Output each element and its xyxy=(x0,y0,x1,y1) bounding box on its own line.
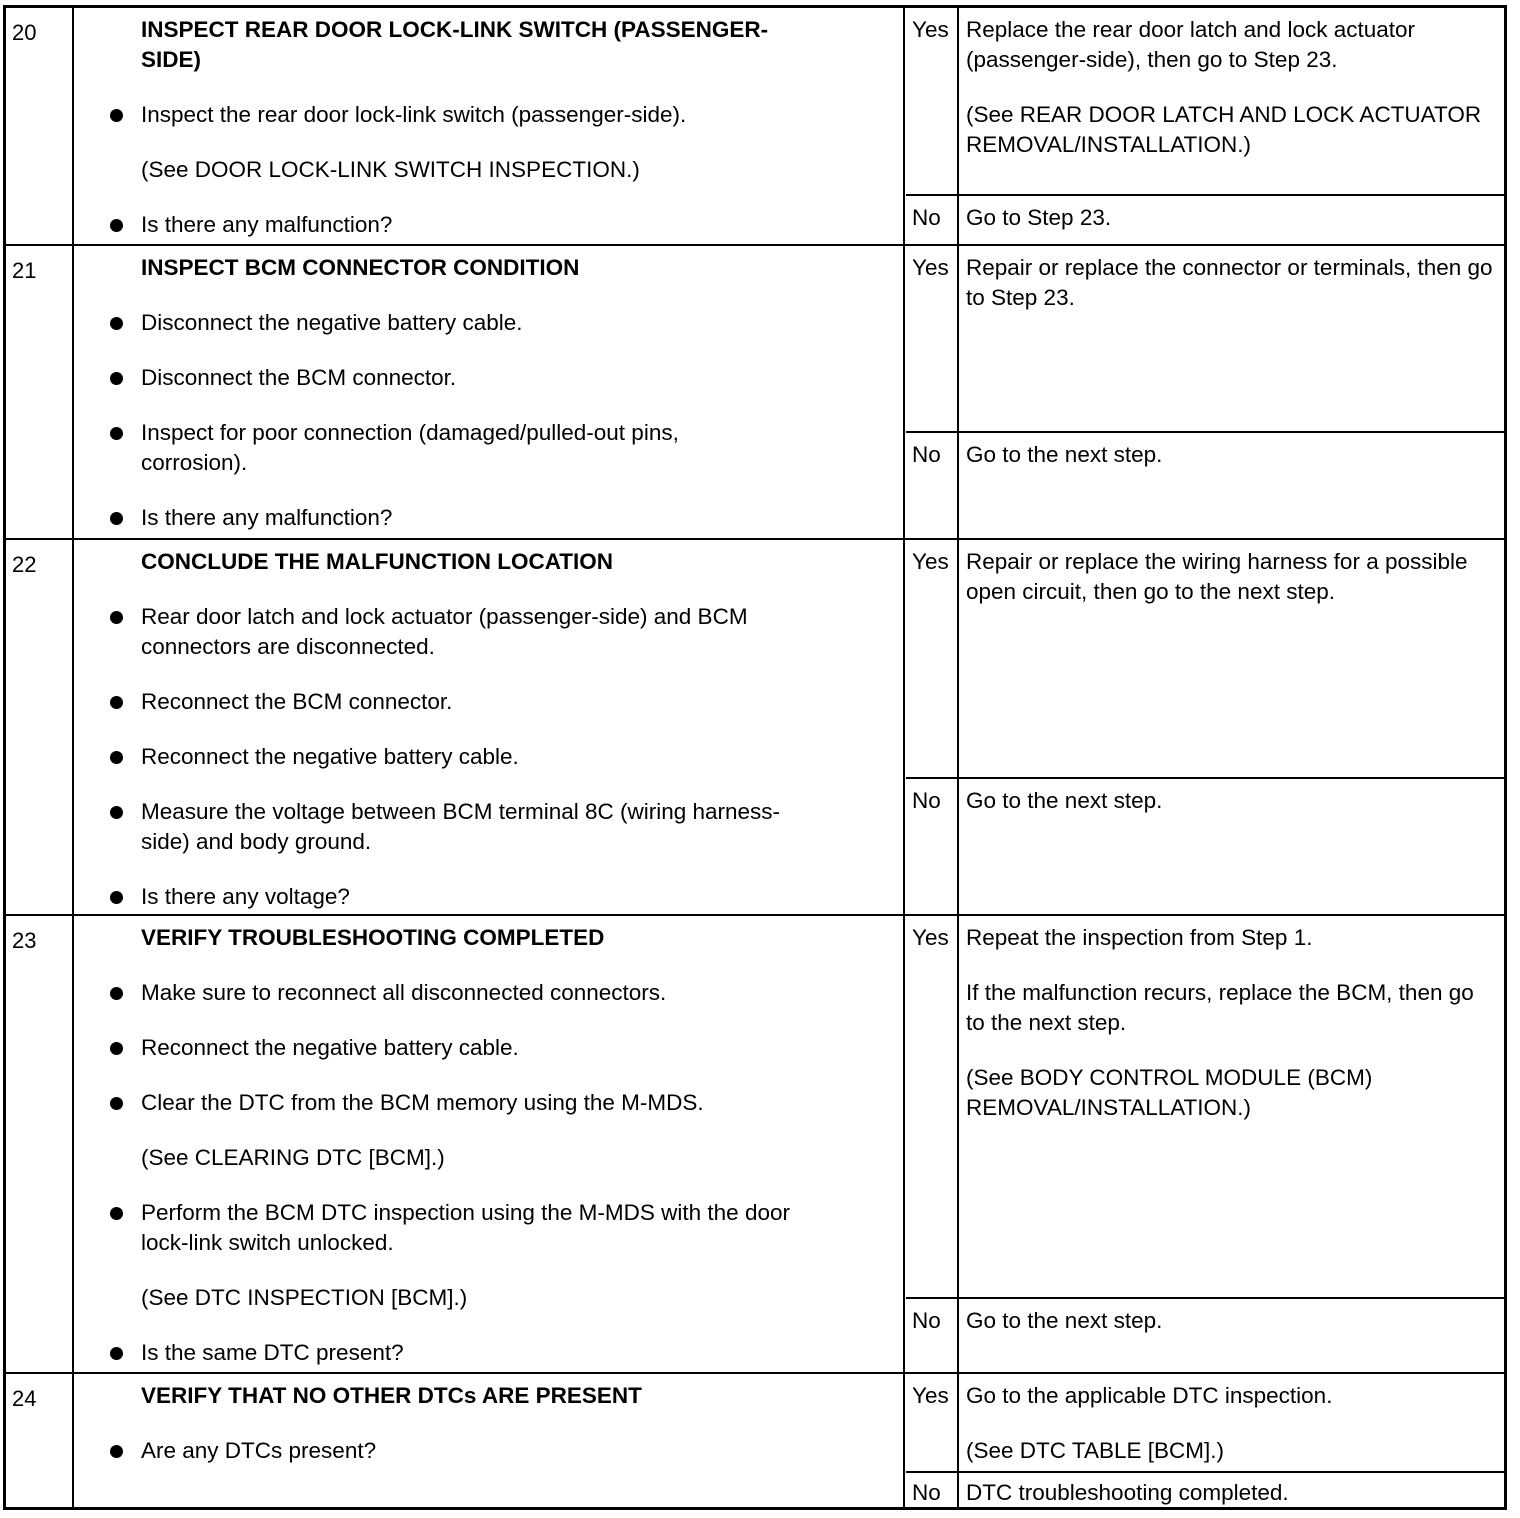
step-row-24 xyxy=(6,1372,1504,1507)
step-bullet: Is there any malfunction? xyxy=(72,503,812,533)
step-row-20 xyxy=(6,8,1504,244)
yes-text: Go to the applicable DTC inspection. (See DTC TABLE [BCM].) xyxy=(966,1383,1333,1463)
step-title: VERIFY THAT NO OTHER DTCs ARE PRESENT xyxy=(141,1383,642,1408)
step-bullet: Are any DTCs present? xyxy=(72,1436,812,1466)
step-bullet: Reconnect the negative battery cable. xyxy=(72,1033,812,1063)
yes-answer xyxy=(906,540,1504,777)
no-label: No xyxy=(912,1308,941,1333)
yes-answer xyxy=(906,8,1504,194)
step-title: CONCLUDE THE MALFUNCTION LOCATION xyxy=(141,549,614,574)
no-text: Go to the next step. xyxy=(966,788,1163,813)
yes-text: Repair or replace the wiring harness for a possible open circuit, then go to the next step. xyxy=(966,549,1468,604)
step-bullet: Disconnect the negative battery cable. xyxy=(72,308,812,338)
step-reference: (See CLEARING DTC [BCM].) xyxy=(141,1145,445,1170)
step-bullet: Is there any malfunction? xyxy=(72,210,812,240)
bullet-icon xyxy=(110,1097,123,1110)
yes-answer xyxy=(906,246,1504,431)
step-title: INSPECT REAR DOOR LOCK-LINK SWITCH (PASSENGER-SIDE) xyxy=(141,17,769,72)
bullet-icon xyxy=(110,806,123,819)
step-bullet: Is there any voltage? xyxy=(72,882,812,912)
yes-label: Yes xyxy=(912,255,949,280)
bullet-icon xyxy=(110,372,123,385)
step-row-23 xyxy=(6,914,1504,1372)
troubleshooting-table xyxy=(3,5,1507,1510)
step-bullet: Reconnect the BCM connector. xyxy=(72,687,812,717)
step-bullet: Clear the DTC from the BCM memory using the M-MDS. xyxy=(72,1088,812,1118)
yes-answer xyxy=(906,1374,1504,1471)
step-bullet: Disconnect the BCM connector. xyxy=(72,363,812,393)
step-content xyxy=(72,1381,812,1466)
bullet-icon xyxy=(110,1445,123,1458)
yes-label: Yes xyxy=(912,1383,949,1408)
yes-label: Yes xyxy=(912,17,949,42)
yes-answer xyxy=(906,916,1504,1297)
bullet-icon xyxy=(110,696,123,709)
step-content xyxy=(72,547,812,912)
bullet-icon xyxy=(110,1207,123,1220)
step-number: 20 xyxy=(12,20,37,45)
step-bullet: Measure the voltage between BCM terminal 8C (wiring harness-side) and body ground. xyxy=(72,797,781,857)
no-answer xyxy=(906,194,1504,244)
step-bullet: Make sure to reconnect all disconnected connectors. xyxy=(72,978,812,1008)
bullet-icon xyxy=(110,427,123,440)
no-label: No xyxy=(912,205,941,230)
bullet-icon xyxy=(110,512,123,525)
step-bullet: Inspect for poor connection (damaged/pulled-out pins, corrosion). xyxy=(72,418,761,478)
step-bullet: Is the same DTC present? xyxy=(72,1338,812,1368)
step-number: 22 xyxy=(12,552,37,577)
no-answer xyxy=(906,1297,1504,1374)
bullet-icon xyxy=(110,987,123,1000)
bullet-icon xyxy=(110,1347,123,1360)
no-answer xyxy=(906,777,1504,916)
step-content xyxy=(72,15,812,240)
step-title: INSPECT BCM CONNECTOR CONDITION xyxy=(141,255,580,280)
step-title: VERIFY TROUBLESHOOTING COMPLETED xyxy=(141,925,605,950)
no-label: No xyxy=(912,442,941,467)
bullet-icon xyxy=(110,751,123,764)
bullet-icon xyxy=(110,317,123,330)
no-label: No xyxy=(912,788,941,813)
no-answer xyxy=(906,431,1504,540)
bullet-icon xyxy=(110,891,123,904)
step-bullet: Perform the BCM DTC inspection using the M-MDS with the door lock-link switch unlocked. xyxy=(72,1198,841,1258)
yes-text: Repair or replace the connector or terminals, then go to Step 23. xyxy=(966,255,1493,310)
step-number: 21 xyxy=(12,258,37,283)
no-text: DTC troubleshooting completed. xyxy=(966,1480,1289,1505)
yes-text: Repeat the inspection from Step 1. If the malfunction recurs, replace the BCM, then go to the next step. (See BODY CONTROL MODULE (BCM) REMOVAL/INSTALLATION.) xyxy=(966,925,1474,1120)
step-bullet: Rear door latch and lock actuator (passenger-side) and BCM connectors are disconnected. xyxy=(72,602,841,662)
step-bullet: Reconnect the negative battery cable. xyxy=(72,742,812,772)
bullet-icon xyxy=(110,109,123,122)
step-reference: (See DOOR LOCK-LINK SWITCH INSPECTION.) xyxy=(141,157,640,182)
no-text: Go to Step 23. xyxy=(966,205,1112,230)
no-label: No xyxy=(912,1480,941,1505)
step-row-21 xyxy=(6,244,1504,538)
yes-text: Replace the rear door latch and lock actuator (passenger-side), then go to Step 23. (See REAR DOOR LATCH AND LOCK ACTUATOR REMOVAL/INSTALLATION.) xyxy=(966,17,1482,157)
step-bullet: Inspect the rear door lock-link switch (passenger-side). xyxy=(72,100,812,130)
step-number: 24 xyxy=(12,1386,37,1411)
yes-label: Yes xyxy=(912,925,949,950)
step-content xyxy=(72,253,812,533)
bullet-icon xyxy=(110,611,123,624)
no-text: Go to the next step. xyxy=(966,1308,1163,1333)
step-content xyxy=(72,923,812,1368)
yes-label: Yes xyxy=(912,549,949,574)
step-number: 23 xyxy=(12,928,37,953)
bullet-icon xyxy=(110,1042,123,1055)
step-row-22 xyxy=(6,538,1504,914)
no-text: Go to the next step. xyxy=(966,442,1163,467)
no-answer xyxy=(906,1471,1504,1509)
step-reference: (See DTC INSPECTION [BCM].) xyxy=(141,1285,468,1310)
bullet-icon xyxy=(110,219,123,232)
